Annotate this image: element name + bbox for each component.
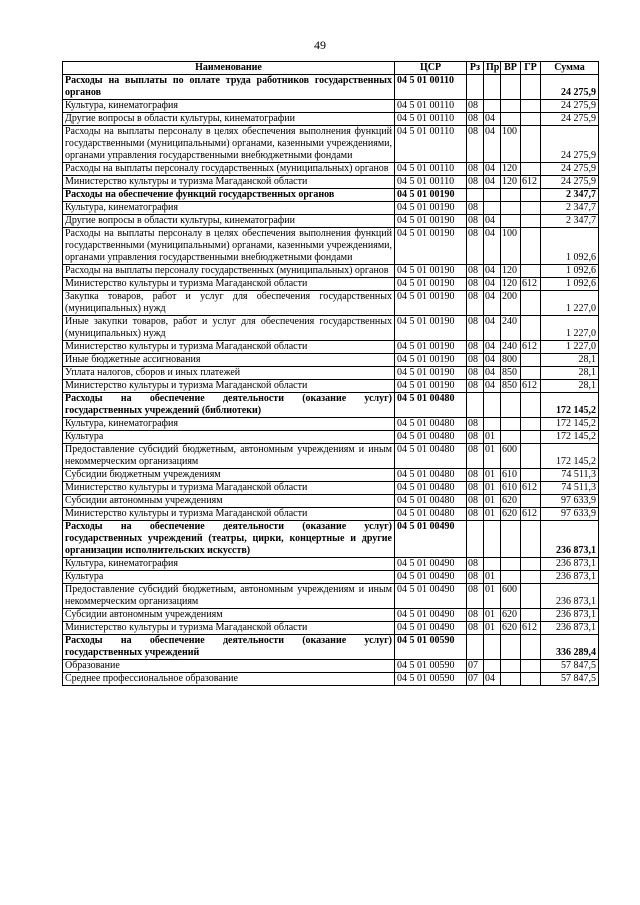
cell-amount: 172 145,2 <box>541 393 599 418</box>
cell-gr: 612 <box>521 278 541 291</box>
cell-gr <box>521 635 541 660</box>
cell-pr: 04 <box>484 228 501 265</box>
cell-csr: 04 5 01 00190 <box>395 228 467 265</box>
cell-vr: 800 <box>501 354 521 367</box>
cell-rz: 08 <box>467 278 484 291</box>
cell-name: Предоставление субсидий бюджетным, автономным учреждениям и иным некоммерческим организациям <box>63 444 395 469</box>
cell-vr: 240 <box>501 316 521 341</box>
cell-gr: 612 <box>521 341 541 354</box>
cell-vr <box>501 215 521 228</box>
cell-amount: 57 847,5 <box>541 660 599 673</box>
cell-gr <box>521 367 541 380</box>
cell-name: Другие вопросы в области культуры, кинематографии <box>63 113 395 126</box>
cell-name: Субсидии автономным учреждениям <box>63 609 395 622</box>
cell-amount: 236 873,1 <box>541 558 599 571</box>
table-row <box>63 508 599 521</box>
cell-name: Министерство культуры и туризма Магаданской области <box>63 341 395 354</box>
cell-amount: 24 275,9 <box>541 126 599 163</box>
cell-name: Культура, кинематография <box>63 418 395 431</box>
cell-gr <box>521 316 541 341</box>
cell-name: Уплата налогов, сборов и иных платежей <box>63 367 395 380</box>
cell-gr <box>521 100 541 113</box>
cell-gr <box>521 495 541 508</box>
cell-csr: 04 5 01 00190 <box>395 367 467 380</box>
header-csr: ЦСР <box>395 62 467 75</box>
cell-rz: 08 <box>467 202 484 215</box>
cell-amount: 336 289,4 <box>541 635 599 660</box>
table-row <box>63 215 599 228</box>
cell-rz: 08 <box>467 215 484 228</box>
cell-gr <box>521 393 541 418</box>
cell-gr <box>521 673 541 686</box>
cell-vr: 850 <box>501 380 521 393</box>
table-row <box>63 660 599 673</box>
cell-pr: 04 <box>484 176 501 189</box>
table-row <box>63 482 599 495</box>
cell-csr: 04 5 01 00110 <box>395 75 467 100</box>
cell-name: Субсидии автономным учреждениям <box>63 495 395 508</box>
cell-gr <box>521 660 541 673</box>
cell-csr: 04 5 01 00190 <box>395 341 467 354</box>
cell-amount: 24 275,9 <box>541 100 599 113</box>
cell-pr: 01 <box>484 431 501 444</box>
cell-name: Культура, кинематография <box>63 100 395 113</box>
cell-csr: 04 5 01 00590 <box>395 660 467 673</box>
cell-name: Министерство культуры и туризма Магаданской области <box>63 508 395 521</box>
header-name: Наименование <box>63 62 395 75</box>
cell-vr <box>501 393 521 418</box>
cell-rz: 08 <box>467 558 484 571</box>
cell-pr: 01 <box>484 609 501 622</box>
cell-pr <box>484 189 501 202</box>
cell-vr <box>501 75 521 100</box>
cell-gr: 612 <box>521 482 541 495</box>
cell-csr: 04 5 01 00190 <box>395 215 467 228</box>
cell-name: Субсидии бюджетным учреждениям <box>63 469 395 482</box>
cell-amount: 1 092,6 <box>541 228 599 265</box>
cell-gr <box>521 265 541 278</box>
cell-rz: 08 <box>467 431 484 444</box>
cell-gr <box>521 444 541 469</box>
cell-csr: 04 5 01 00490 <box>395 571 467 584</box>
header-pr: Пр <box>484 62 501 75</box>
cell-rz <box>467 521 484 558</box>
cell-csr: 04 5 01 00590 <box>395 635 467 660</box>
cell-csr: 04 5 01 00480 <box>395 469 467 482</box>
cell-pr: 01 <box>484 622 501 635</box>
cell-pr: 01 <box>484 444 501 469</box>
cell-gr <box>521 228 541 265</box>
cell-gr <box>521 558 541 571</box>
cell-vr: 620 <box>501 609 521 622</box>
cell-name: Иные закупки товаров, работ и услуг для обеспечения государственных (муниципальных) нужд <box>63 316 395 341</box>
cell-pr <box>484 521 501 558</box>
cell-amount: 97 633,9 <box>541 508 599 521</box>
table-row <box>63 673 599 686</box>
cell-vr <box>501 418 521 431</box>
cell-rz: 08 <box>467 508 484 521</box>
cell-rz: 08 <box>467 291 484 316</box>
cell-csr: 04 5 01 00190 <box>395 380 467 393</box>
cell-amount: 172 145,2 <box>541 444 599 469</box>
cell-amount: 2 347,7 <box>541 202 599 215</box>
cell-rz <box>467 393 484 418</box>
table-row <box>63 75 599 100</box>
cell-gr <box>521 202 541 215</box>
cell-amount: 24 275,9 <box>541 113 599 126</box>
table-row <box>63 558 599 571</box>
cell-amount: 236 873,1 <box>541 521 599 558</box>
budget-table <box>62 61 599 686</box>
cell-amount: 1 227,0 <box>541 316 599 341</box>
table-row <box>63 609 599 622</box>
table-row <box>63 393 599 418</box>
cell-gr: 612 <box>521 508 541 521</box>
cell-gr <box>521 113 541 126</box>
cell-pr <box>484 418 501 431</box>
table-row <box>63 126 599 163</box>
cell-name: Министерство культуры и туризма Магаданской области <box>63 482 395 495</box>
cell-name: Расходы на выплаты персоналу государственных (муниципальных) органов <box>63 265 395 278</box>
cell-name: Закупка товаров, работ и услуг для обеспечения государственных (муниципальных) нужд <box>63 291 395 316</box>
cell-amount: 74 511,3 <box>541 469 599 482</box>
cell-amount: 236 873,1 <box>541 609 599 622</box>
cell-rz: 08 <box>467 495 484 508</box>
cell-vr <box>501 571 521 584</box>
cell-amount: 28,1 <box>541 380 599 393</box>
cell-vr: 120 <box>501 163 521 176</box>
cell-name: Предоставление субсидий бюджетным, автономным учреждениям и иным некоммерческим организациям <box>63 584 395 609</box>
cell-pr: 04 <box>484 316 501 341</box>
header-vr: ВР <box>501 62 521 75</box>
cell-pr: 04 <box>484 380 501 393</box>
cell-vr: 120 <box>501 176 521 189</box>
cell-rz: 07 <box>467 660 484 673</box>
table-row <box>63 469 599 482</box>
cell-name: Расходы на выплаты персоналу в целях обеспечения выполнения функций государственными (муниципальными) органами, казенными учреждениями, органами управления государственными внебюджетными фондами <box>63 126 395 163</box>
cell-rz: 08 <box>467 571 484 584</box>
cell-csr: 04 5 01 00190 <box>395 189 467 202</box>
table-row <box>63 265 599 278</box>
cell-pr <box>484 100 501 113</box>
cell-gr <box>521 189 541 202</box>
table-row <box>63 100 599 113</box>
cell-name: Расходы на обеспечение деятельности (оказание услуг) государственных учреждений (библиотеки) <box>63 393 395 418</box>
table-row <box>63 316 599 341</box>
cell-amount: 1 092,6 <box>541 278 599 291</box>
table-row <box>63 584 599 609</box>
cell-vr: 120 <box>501 265 521 278</box>
cell-rz: 08 <box>467 622 484 635</box>
cell-rz: 08 <box>467 444 484 469</box>
cell-rz: 08 <box>467 482 484 495</box>
cell-gr <box>521 609 541 622</box>
cell-rz: 08 <box>467 584 484 609</box>
cell-vr: 850 <box>501 367 521 380</box>
cell-vr <box>501 673 521 686</box>
cell-csr: 04 5 01 00490 <box>395 558 467 571</box>
table-row <box>63 176 599 189</box>
cell-amount: 57 847,5 <box>541 673 599 686</box>
cell-amount: 172 145,2 <box>541 418 599 431</box>
cell-vr <box>501 521 521 558</box>
cell-csr: 04 5 01 00480 <box>395 482 467 495</box>
cell-rz: 08 <box>467 380 484 393</box>
cell-gr <box>521 354 541 367</box>
cell-pr: 04 <box>484 291 501 316</box>
cell-rz <box>467 635 484 660</box>
cell-csr: 04 5 01 00480 <box>395 393 467 418</box>
table-row <box>63 431 599 444</box>
cell-gr <box>521 469 541 482</box>
table-row <box>63 291 599 316</box>
table-row <box>63 571 599 584</box>
table-row <box>63 228 599 265</box>
cell-csr: 04 5 01 00110 <box>395 113 467 126</box>
cell-rz: 08 <box>467 265 484 278</box>
table-row <box>63 113 599 126</box>
cell-vr: 200 <box>501 291 521 316</box>
cell-amount: 28,1 <box>541 354 599 367</box>
header-amount: Сумма <box>541 62 599 75</box>
cell-pr: 01 <box>484 482 501 495</box>
cell-name: Культура <box>63 431 395 444</box>
cell-rz: 08 <box>467 113 484 126</box>
cell-name: Расходы на обеспечение деятельности (оказание услуг) государственных учреждений <box>63 635 395 660</box>
cell-name: Образование <box>63 660 395 673</box>
cell-gr: 612 <box>521 380 541 393</box>
cell-pr: 04 <box>484 367 501 380</box>
cell-csr: 04 5 01 00110 <box>395 176 467 189</box>
cell-csr: 04 5 01 00110 <box>395 126 467 163</box>
cell-name: Расходы на обеспечение деятельности (оказание услуг) государственных учреждений (театры, цирки, концертные и другие организации исполнительских искусств) <box>63 521 395 558</box>
cell-csr: 04 5 01 00490 <box>395 584 467 609</box>
cell-amount: 24 275,9 <box>541 163 599 176</box>
cell-name: Расходы на выплаты по оплате труда работников государственных органов <box>63 75 395 100</box>
cell-gr <box>521 571 541 584</box>
table-row <box>63 202 599 215</box>
cell-vr <box>501 202 521 215</box>
cell-pr: 01 <box>484 584 501 609</box>
cell-pr: 04 <box>484 341 501 354</box>
cell-rz: 08 <box>467 418 484 431</box>
cell-csr: 04 5 01 00110 <box>395 163 467 176</box>
cell-amount: 28,1 <box>541 367 599 380</box>
table-row <box>63 635 599 660</box>
cell-name: Министерство культуры и туризма Магаданской области <box>63 622 395 635</box>
cell-csr: 04 5 01 00490 <box>395 521 467 558</box>
cell-rz: 07 <box>467 673 484 686</box>
cell-rz: 08 <box>467 228 484 265</box>
table-row <box>63 163 599 176</box>
cell-vr: 620 <box>501 508 521 521</box>
cell-name: Другие вопросы в области культуры, кинематографии <box>63 215 395 228</box>
cell-vr <box>501 189 521 202</box>
cell-rz <box>467 189 484 202</box>
cell-rz: 08 <box>467 341 484 354</box>
cell-vr <box>501 660 521 673</box>
cell-rz: 08 <box>467 100 484 113</box>
table-row <box>63 521 599 558</box>
header-gr: ГР <box>521 62 541 75</box>
table-row <box>63 341 599 354</box>
cell-name: Культура <box>63 571 395 584</box>
cell-rz: 08 <box>467 469 484 482</box>
cell-csr: 04 5 01 00480 <box>395 418 467 431</box>
cell-gr: 612 <box>521 622 541 635</box>
cell-csr: 04 5 01 00190 <box>395 316 467 341</box>
cell-csr: 04 5 01 00480 <box>395 444 467 469</box>
table-row <box>63 444 599 469</box>
cell-vr: 610 <box>501 469 521 482</box>
cell-rz: 08 <box>467 126 484 163</box>
cell-name: Министерство культуры и туризма Магаданской области <box>63 380 395 393</box>
cell-pr: 04 <box>484 673 501 686</box>
cell-name: Министерство культуры и туризма Магаданской области <box>63 278 395 291</box>
cell-csr: 04 5 01 00190 <box>395 278 467 291</box>
cell-amount: 1 227,0 <box>541 341 599 354</box>
cell-rz: 08 <box>467 354 484 367</box>
cell-pr: 01 <box>484 571 501 584</box>
cell-vr: 100 <box>501 126 521 163</box>
table-row <box>63 354 599 367</box>
cell-amount: 236 873,1 <box>541 584 599 609</box>
cell-vr <box>501 431 521 444</box>
cell-pr: 04 <box>484 215 501 228</box>
cell-csr: 04 5 01 00480 <box>395 508 467 521</box>
cell-csr: 04 5 01 00480 <box>395 431 467 444</box>
cell-csr: 04 5 01 00190 <box>395 265 467 278</box>
cell-name: Расходы на выплаты персоналу государственных (муниципальных) органов <box>63 163 395 176</box>
cell-amount: 97 633,9 <box>541 495 599 508</box>
cell-gr <box>521 521 541 558</box>
cell-gr <box>521 418 541 431</box>
cell-pr: 04 <box>484 278 501 291</box>
cell-vr <box>501 113 521 126</box>
cell-rz: 08 <box>467 367 484 380</box>
cell-csr: 04 5 01 00110 <box>395 100 467 113</box>
cell-csr: 04 5 01 00490 <box>395 622 467 635</box>
cell-amount: 1 092,6 <box>541 265 599 278</box>
table-row <box>63 418 599 431</box>
cell-pr: 04 <box>484 265 501 278</box>
cell-vr: 240 <box>501 341 521 354</box>
cell-amount: 2 347,7 <box>541 189 599 202</box>
cell-pr <box>484 660 501 673</box>
cell-vr: 620 <box>501 495 521 508</box>
table-row <box>63 189 599 202</box>
cell-csr: 04 5 01 00590 <box>395 673 467 686</box>
table-row <box>63 380 599 393</box>
cell-name: Расходы на обеспечение функций государственных органов <box>63 189 395 202</box>
cell-csr: 04 5 01 00480 <box>395 495 467 508</box>
cell-gr <box>521 126 541 163</box>
cell-amount: 2 347,7 <box>541 215 599 228</box>
cell-name: Расходы на выплаты персоналу в целях обеспечения выполнения функций государственными (муниципальными) органами, казенными учреждениями, органами управления государственными внебюджетными фондами <box>63 228 395 265</box>
cell-pr: 04 <box>484 163 501 176</box>
cell-pr <box>484 635 501 660</box>
table-row <box>63 622 599 635</box>
cell-vr: 600 <box>501 584 521 609</box>
cell-vr: 120 <box>501 278 521 291</box>
table-row <box>63 278 599 291</box>
cell-pr <box>484 75 501 100</box>
cell-vr <box>501 100 521 113</box>
cell-csr: 04 5 01 00190 <box>395 291 467 316</box>
cell-amount: 236 873,1 <box>541 571 599 584</box>
cell-name: Иные бюджетные ассигнования <box>63 354 395 367</box>
cell-amount: 24 275,9 <box>541 176 599 189</box>
cell-csr: 04 5 01 00190 <box>395 202 467 215</box>
cell-gr <box>521 163 541 176</box>
table-row <box>63 495 599 508</box>
table-row <box>63 367 599 380</box>
cell-pr: 01 <box>484 469 501 482</box>
cell-vr: 610 <box>501 482 521 495</box>
cell-pr: 04 <box>484 113 501 126</box>
cell-amount: 172 145,2 <box>541 431 599 444</box>
cell-rz: 08 <box>467 163 484 176</box>
table-header-row <box>63 62 599 75</box>
cell-pr: 04 <box>484 126 501 163</box>
header-rz: Рз <box>467 62 484 75</box>
cell-amount: 236 873,1 <box>541 622 599 635</box>
cell-pr: 04 <box>484 354 501 367</box>
cell-amount: 24 275,9 <box>541 75 599 100</box>
cell-gr <box>521 584 541 609</box>
cell-gr <box>521 215 541 228</box>
table-body <box>63 75 599 686</box>
cell-vr <box>501 635 521 660</box>
cell-vr: 620 <box>501 622 521 635</box>
cell-name: Министерство культуры и туризма Магаданской области <box>63 176 395 189</box>
cell-gr <box>521 291 541 316</box>
cell-pr <box>484 558 501 571</box>
cell-rz: 08 <box>467 609 484 622</box>
cell-name: Среднее профессиональное образование <box>63 673 395 686</box>
cell-csr: 04 5 01 00490 <box>395 609 467 622</box>
cell-gr <box>521 75 541 100</box>
cell-gr: 612 <box>521 176 541 189</box>
cell-vr <box>501 558 521 571</box>
cell-vr: 600 <box>501 444 521 469</box>
cell-gr <box>521 431 541 444</box>
cell-rz <box>467 75 484 100</box>
page-number: 49 <box>314 38 326 52</box>
cell-pr: 01 <box>484 508 501 521</box>
cell-amount: 74 511,3 <box>541 482 599 495</box>
cell-pr <box>484 202 501 215</box>
cell-name: Культура, кинематография <box>63 558 395 571</box>
cell-pr <box>484 393 501 418</box>
cell-csr: 04 5 01 00190 <box>395 354 467 367</box>
cell-vr: 100 <box>501 228 521 265</box>
cell-rz: 08 <box>467 176 484 189</box>
cell-pr: 01 <box>484 495 501 508</box>
cell-name: Культура, кинематография <box>63 202 395 215</box>
cell-rz: 08 <box>467 316 484 341</box>
cell-amount: 1 227,0 <box>541 291 599 316</box>
